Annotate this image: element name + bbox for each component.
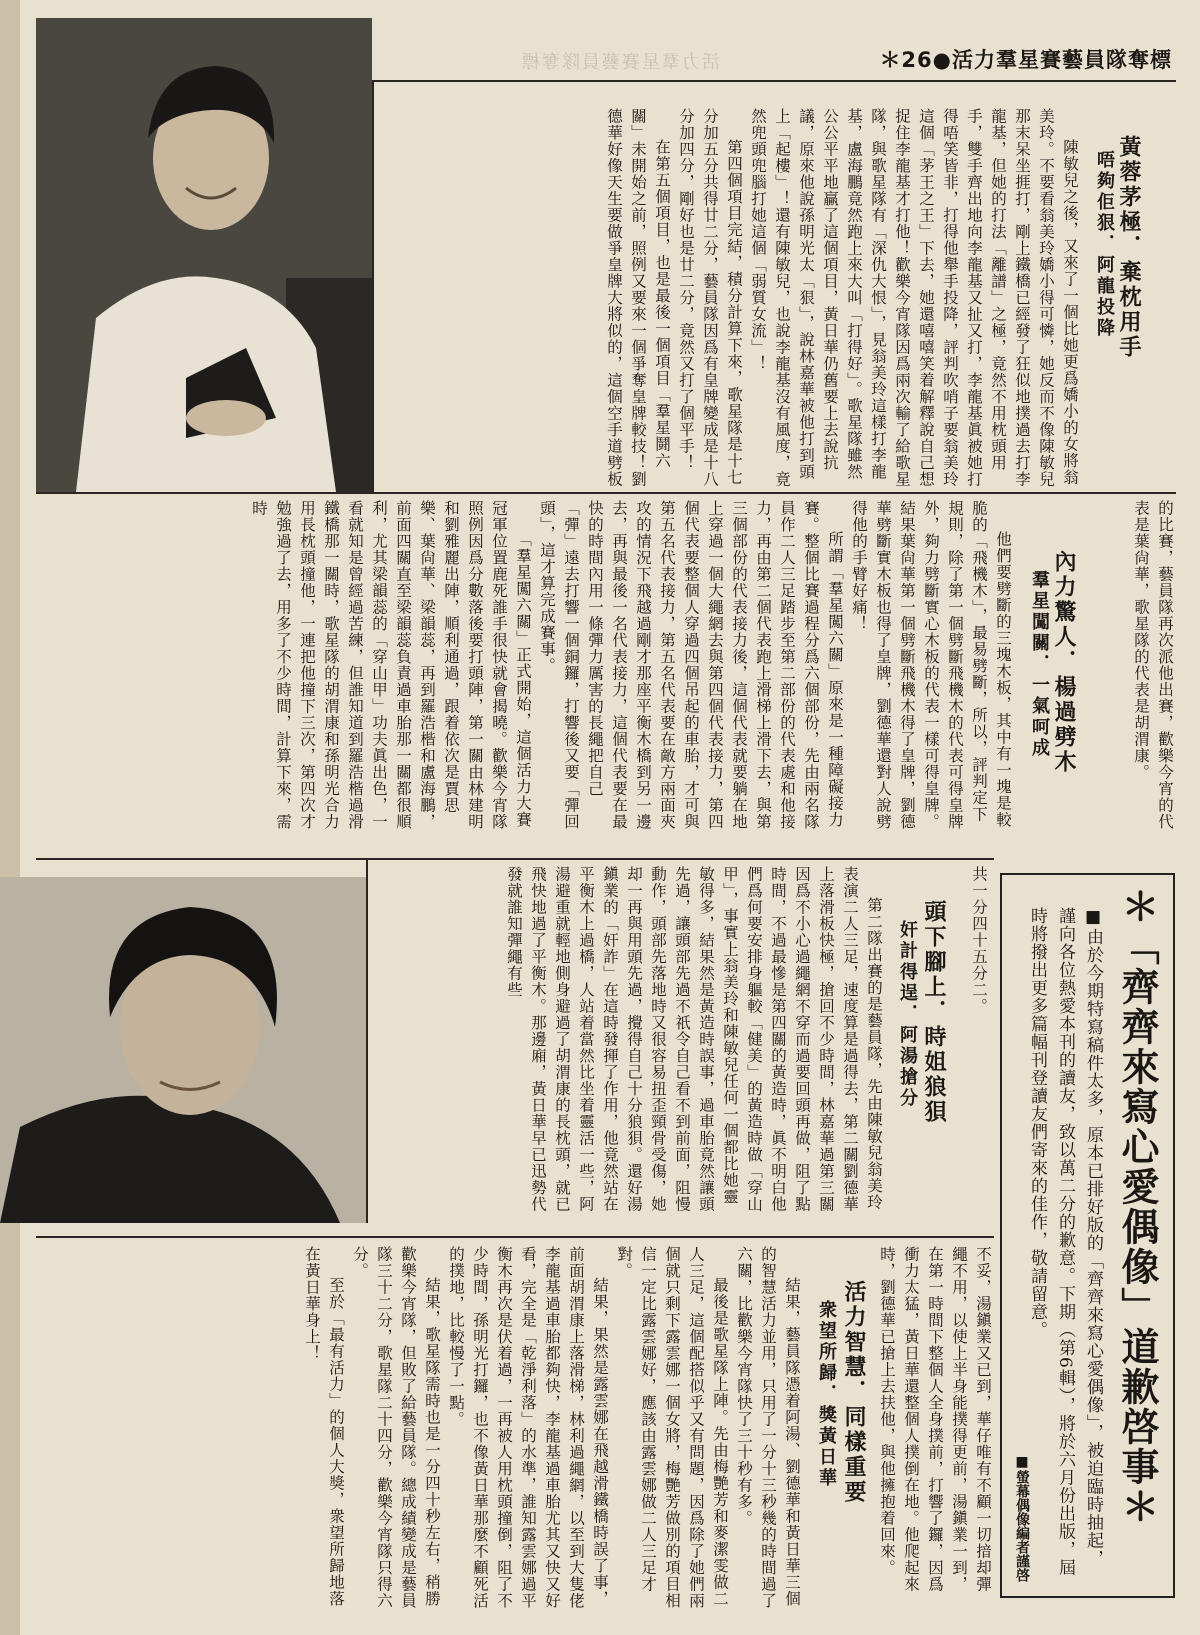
s1-paragraph: 第四個項目完結，積分計算下來，歌星隊是十七分加五分共得廿二分，藝員隊因爲有皇牌變成是十八分加四分，剛好也是廿二分，竟然又打了個平手！	[677, 108, 743, 488]
s1-paragraph: 在第五個項目，也是最後一個項目「羣星鬪六關」未開始之前，照例又要來一個爭奪皇牌較技！劉德華好像天生要做爭皇牌大將似的，這個空手道劈板	[605, 108, 671, 488]
s2-paragraph: 他們要劈斷的三塊木板，其中有一塊是較脆的「飛機木」，最易劈斷，所以，評判定下規則，除了第一個劈斷飛機木的代表可得皇牌外，夠力劈斷實心木板的代表一樣可得皇牌。結果葉尙華第一個劈斷飛機木得了皇牌，劉德華劈斷實木板也得了皇牌，劉德華還對人說劈得他的手臂好痛！	[850, 500, 1012, 830]
s4-subtitle: 衆望所歸．獎黃日華	[816, 1300, 837, 1489]
s2-paragraph: 「羣星闖六關」正式開始，這個活力大賽冠軍位置鹿死誰手很快就會揭曉。歡樂今宵隊照例因爲分數落後要打頭陣，第一關由林建明和劉雅麗出陣，順利通過，跟着依次是賈思樂、葉尙華、梁韻蕊，再到羅浩楷和盧海鵬，前面四關直至梁韻蕊負責過車胎那一關都很順利，尤其梁韻蕊的「穿山甲」功夫眞出色，一看就知是曾經過苦練，但誰知道到羅浩楷過滑鐵橋那一關時，歌星隊的胡渭康和孫明光合力用長枕頭撞他，一連把他撞下三次，第四次才勉強過了去，用多了不少時間，計算下來，需時	[250, 500, 532, 830]
section-rule	[36, 492, 1176, 494]
header-title: 活力羣星賽藝員隊奪標	[952, 48, 1172, 72]
section-rule	[36, 1236, 994, 1238]
s4-paragraph: 結果，歌星隊需時也是一分四十秒左右，稍勝歡樂今宵隊，但敗了給藝員隊。總成績變成是藝員隊三十二分，歌星隊二十四分，歡樂今宵隊只得六分。	[351, 1246, 441, 1609]
s3-lead-text: 共一分四十五分二。	[970, 866, 988, 1015]
bleed-through-text: 活力羣星賽藝員隊奪標	[520, 52, 720, 73]
portrait-illustration	[36, 18, 372, 492]
notice-signature: ■螢幕偶像編者謹啓	[1014, 1454, 1030, 1582]
s4-paragraph: 結果，果然是露雲娜在飛越滑鐵橋時誤了事，前面胡渭康上落滑梯，林利過繩網，以至到大隻佬李龍基過車胎都夠快，李龍基過車胎尤其又快又好看，完全是「乾淨利落」的水準，誰知露雲娜過平衡木再次是伏着過，一再被人用枕頭撞倒，阻了不少時間，孫明光打鑼，也不像黃日華那麼不顧死活的撲地，比較慢了一點。	[447, 1246, 609, 1609]
s2-lead-text: 的比賽，藝員隊再次派他出賽，歡樂今宵的代表是葉尙華，歌星隊的代表是胡渭康。	[1132, 500, 1174, 830]
photo-border	[366, 858, 368, 1223]
s2-paragraph: 所謂「羣星闖六關」原來是一種障礙接力賽。整個比賽過程分爲六個部份，先由兩名隊員作二人三足踏步至第二部份的代表處和他接力，再由第二個代表跑上滑梯上滑下去，與第三個部份的代表接力後，這個代表就要躺在地上穿過一個大繩網去與第四個代表接力，第四個代表要整個人穿過四個吊起的車胎，才可與第五名代表接力，第五名代表要在敵方兩面夾攻的情況下飛越過剛才那座平衡木橋到另一邊去，再與最後一名代表接力，這個代表要在最快的時間內用一條彈力厲害的長繩把自己「彈」遠去打響一個銅鑼，打響後又要「彈回頭」，這才算完成賽事。	[538, 500, 844, 830]
s2-lead	[1095, 500, 1177, 830]
s3-subtitle: 奸計得逞．阿湯搶分	[897, 920, 918, 1109]
s1-title: 黃蓉茅極．棄枕用手	[1116, 135, 1142, 360]
section-rule	[36, 858, 994, 860]
s3-paragraph: 第二隊出賽的是藝員隊，先由陳敏兒翁美玲表演二人三足，速度算是過得去，第二關劉德華上落滑板快極，搶回不少時間，林嘉華過第三關因爲不小心過繩網不穿而過要回頭再做，阻了點時間，不過最慘是第四關的黃造時，眞不明白他們爲何要安排身軀較「健美」的黃造時做「穿山甲」，事實上翁美玲和陳敏兒任何一個都比她靈敏得多，結果然是黃造時誤事，過車胎竟然讓頭先過，讓頭部先過不祇令自己看不到前面，阻慢動作，頭部先落地時又很容易扭歪頸骨受傷，她却一再與用頭先過，攪得自己十分狼狽。還好湯鎭業的「奸詐」在這時發揮了作用，他竟然站在平衡木上過橋，人站着當然比坐着靈活一些，阿湯避重就輕地側身避過了胡渭康的長枕頭，就已飛快地過了平衡木。那邊廂，黃日華早已迅勢代發就誰知彈繩有些	[505, 866, 883, 1213]
photo-border	[372, 80, 374, 492]
s2-body	[40, 500, 1015, 830]
s3-body	[376, 866, 886, 1216]
s2-subtitle: 羣星闖關．一氣呵成	[1029, 570, 1050, 759]
s4-paragraph: 最後是歌星隊上陣。先由梅艷芳和麥潔雯做二人三足，這個配搭似乎又有問題，因爲除了她們兩個就只剩下露雲娜一個女將，梅艷芳做別的項目相信一定比露雲娜好，應該由露雲娜做二人三足才對。	[615, 1246, 729, 1609]
s4-paragraph: 結果，藝員隊憑着阿湯、劉德華和黃日華三個的智慧活力並用，只用了一分十三秒幾的時間過了六關，比歡樂今宵隊快了三十秒有多。	[735, 1246, 801, 1609]
s4-lead	[880, 1246, 995, 1606]
s2-title: 內力驚人．楊過劈木	[1051, 550, 1077, 775]
s4-paragraph: 至於「最有活力」的個人大獎，衆望所歸地落在黃日華身上！	[303, 1246, 345, 1607]
s3-lead	[955, 866, 991, 1206]
s4-lead-text: 不妥，湯鎭業又已到，華仔唯有不顧一切揞却彈繩不用，以使上半身能撲得更前，湯鎭業一到，在第一時間下整個人全身撲前，打響了鑼，因爲衝力太猛，黃日華還整個人撲倒在地。他爬起來時，劉德華已搶上去扶他，與他擁抱着回來。	[878, 1246, 992, 1593]
s1-subtitle: 唔夠佢狠．阿龍投降	[1094, 150, 1115, 339]
s4-title: 活力智慧．同樣重要	[841, 1280, 867, 1505]
page-header	[879, 44, 1172, 74]
notice-title: ＊「齊齊來寫心愛偶像」道歉啓事＊	[1115, 887, 1159, 1527]
s1-body	[382, 108, 1082, 488]
page-number: ＊26●	[879, 48, 952, 72]
photo-man-seated	[36, 18, 372, 492]
s1-paragraph: 陳敏兒之後，又來了一個比她更爲嬌小的女將翁美玲。不要看翁美玲嬌小得可憐，她反而不像陳敏兒那末呆坐捱打，剛上鐵橋已經發了狂似地撲過去打李龍基，但她的打法「離譜」之極，竟然不用枕頭用手，雙手齊出地向李龍基又扯又打，李龍基眞被她打得唔笑皆非，打得他舉手投降，評判吹哨子要翁美玲這個「茅王之王」下去，她還嘻嘻笑着解釋說自己想捉住李龍基才打他！歡樂今宵隊因爲兩次輸了給歌星隊，與歌星隊有「深仇大恨」，見翁美玲這樣打李龍基，盧海鵬竟然跑上來大叫「打得好」。歌星隊雖然公公平平地贏了這個項目，黃日華仍舊要上去說抗議，原來他說孫明光太「狠」，說林嘉華被他打到頭上「起樓」！還有陳敏兒，也說李龍基沒有風度，竟然兜頭兜腦打她這個「弱質女流」！	[749, 108, 1079, 488]
apology-notice	[1000, 873, 1175, 1598]
photo-man-portrait	[0, 877, 366, 1223]
portrait-illustration	[0, 877, 366, 1223]
notice-body: ■由於今期特寫稿件太多，原本已排好版的「齊齊來寫心愛偶像」，被迫臨時抽起，謹向各位熱愛本刊的讀友，致以萬二分的歉意。下期（第6輯），將於六月份出版，屆時將撥出更多篇幅刊登讀友們寄來的佳作，敬請留意。	[1027, 907, 1103, 1577]
s4-body	[40, 1246, 804, 1616]
s3-title: 頭下腳上．時姐狼狽	[921, 900, 947, 1125]
page-gutter	[0, 0, 20, 1635]
